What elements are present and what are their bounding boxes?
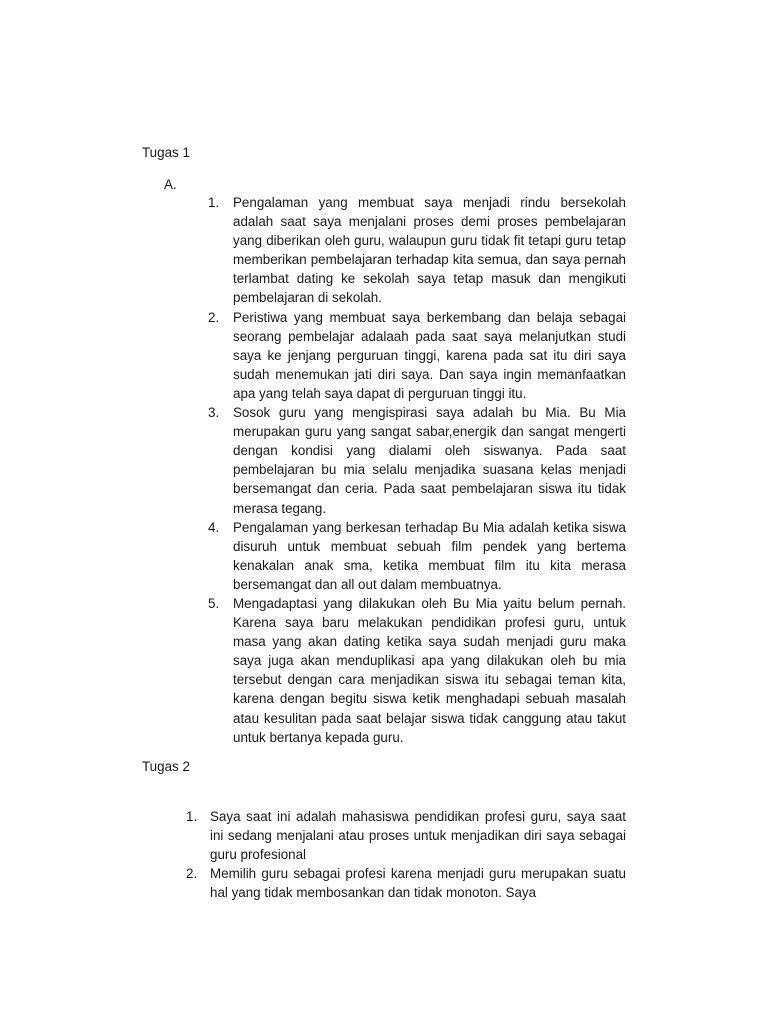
list-item	[208, 518, 626, 594]
list-item-number: 2.	[208, 309, 220, 325]
list-item	[208, 193, 626, 308]
list-item-text: Pengalaman yang membuat saya menjadi rindu bersekolah adalah saat saya menjalani proses demi proses pembelajaran yang diberikan oleh guru, walaupun guru tidak fit tetapi guru tetap memberikan pembelajaran terhadap kita semua, dan saya pernah terlambat dating ke sekolah saya tetap masuk dan mengikuti pembelajaran di sekolah.	[233, 195, 626, 306]
sub-label-a: A.	[164, 177, 177, 192]
list-item-number: 1.	[186, 809, 198, 824]
list-item-text: Sosok guru yang mengispirasi saya adalah bu Mia. Bu Mia merupakan guru yang sangat sabar,energik dan sangat mengerti dengan kondisi yang dialami oleh siswanya. Pada saat pembelajaran bu mia selalu menjadika suasana kelas menjadi bersemangat dan ceria. Pada saat pembelajaran siswa itu tidak merasa tegang.	[233, 405, 626, 516]
list-item-text: Memilih guru sebagai profesi karena menjadi guru merupakan suatu hal yang tidak membosankan dan tidak monoton. Saya	[210, 866, 626, 901]
list-item-number: 2.	[186, 866, 198, 882]
tugas-1-list	[208, 193, 626, 747]
list-item	[208, 403, 626, 518]
list-item-text: Pengalaman yang berkesan terhadap Bu Mia adalah ketika siswa disuruh untuk membuat sebuah film pendek yang bertema kenakalan anak sma, ketika membuat film itu kita merasa bersemangat dan all out dalam membuatnya.	[233, 519, 626, 592]
list-item-text: Saya saat ini adalah mahasiswa pendidikan profesi guru, saya saat ini sedang menjalani atau proses untuk menjadikan diri saya sebagai guru profesional	[210, 809, 626, 863]
tugas-2-list	[186, 807, 626, 902]
list-item-number: 5.	[208, 595, 220, 611]
list-item	[208, 308, 626, 403]
list-item-number: 3.	[208, 405, 220, 421]
section-title-tugas-2: Tugas 2	[142, 759, 190, 774]
list-item-text: Mengadaptasi yang dilakukan oleh Bu Mia yaitu belum pernah. Karena saya baru melakukan pendidikan profesi guru, untuk masa yang akan dating ketika saya sudah menjadi guru maka saya juga akan menduplikasi apa yang dilakukan oleh bu mia tersebut dengan cara menjadikan siswa itu sebagai teman kita, karena dengan begitu siswa ketik menghadapi sebuah masalah atau kesulitan pada saat belajar siswa tidak canggung atau takut untuk bertanya kepada guru.	[233, 595, 626, 745]
list-item	[186, 807, 626, 864]
list-item-text: Peristiwa yang membuat saya berkembang dan belaja sebagai seorang pembelajar adalaah pada saat saya melanjutkan studi saya ke jenjang perguruan tinggi, karena pada sat itu diri saya sudah menemukan jati diri saya. Dan saya ingin memanfaatkan apa yang telah saya dapat di perguruan tinggi itu.	[233, 309, 626, 401]
list-item-number: 4.	[208, 519, 220, 535]
list-item-number: 1.	[208, 195, 220, 210]
list-item	[186, 864, 626, 902]
list-item	[208, 594, 626, 747]
section-title-tugas-1: Tugas 1	[142, 145, 190, 160]
